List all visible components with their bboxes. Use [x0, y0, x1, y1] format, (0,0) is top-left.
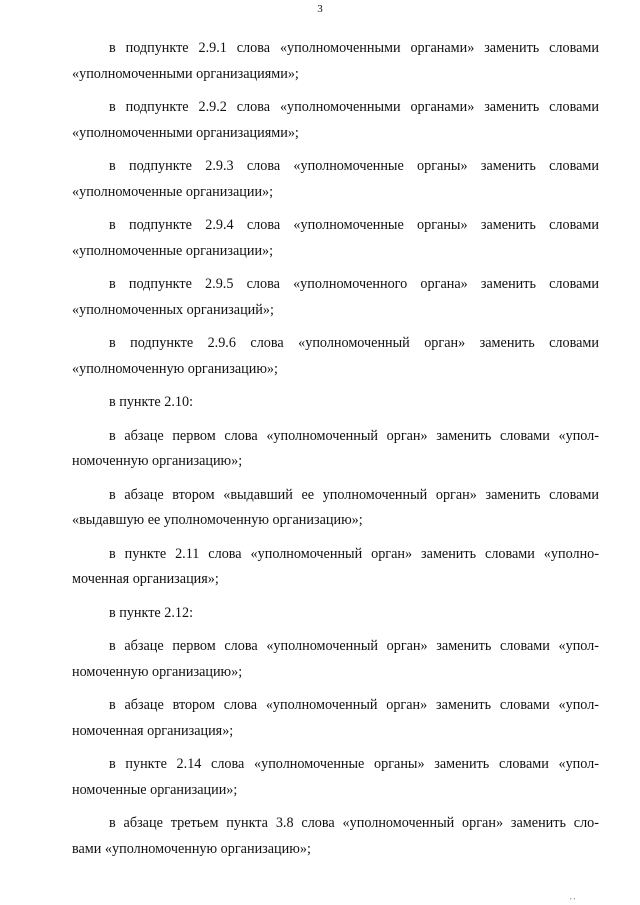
paragraph-line: в абзаце первом слова «уполномоченный орган» заменить словами «упол- — [109, 427, 599, 444]
paragraph-line: в подпункте 2.9.2 слова «уполномоченными органами» заменить словами — [109, 99, 599, 115]
amendment-paragraph — [72, 390, 599, 416]
paragraph-line: «выдавшую ее уполномоченную организацию»; — [72, 512, 363, 528]
page-number: 3 — [317, 3, 323, 15]
amendment-paragraph — [72, 542, 599, 593]
paragraph-line: в подпункте 2.9.5 слова «уполномоченного органа» заменить словами — [109, 276, 599, 292]
paragraph-line: в пункте 2.11 слова «уполномоченный орган» заменить словами «уполно- — [109, 545, 599, 562]
amendment-paragraph — [72, 811, 599, 862]
amendment-paragraph — [72, 36, 599, 87]
paragraph-line: «уполномоченными организациями»; — [72, 65, 299, 82]
paragraph-line: в абзаце первом слова «уполномоченный орган» заменить словами «упол- — [109, 638, 599, 654]
amendment-paragraph — [72, 424, 599, 475]
amendment-paragraph — [72, 693, 599, 744]
paragraph-line: в пункте 2.14 слова «уполномоченные органы» заменить словами «упол- — [109, 756, 599, 772]
paragraph-line: номоченные организации»; — [72, 781, 238, 798]
paragraph-line: «уполномоченных организаций»; — [72, 301, 274, 318]
paragraph-line: в абзаце втором слова «уполномоченный орган» заменить словами «упол- — [109, 697, 599, 713]
amendment-paragraph — [72, 601, 599, 627]
amendment-paragraph — [72, 752, 599, 803]
amendment-paragraph — [72, 272, 599, 323]
paragraph-line: в подпункте 2.9.6 слова «уполномоченный орган» заменить словами — [109, 335, 599, 351]
paragraph-line: в абзаце втором «выдавший ее уполномоченный орган» заменить словами — [109, 486, 599, 503]
paragraph-line: номоченная организация»; — [72, 722, 234, 739]
paragraph-line: «уполномоченную организацию»; — [72, 360, 278, 377]
amendment-paragraph — [72, 331, 599, 382]
paragraph-line: номоченную организацию»; — [72, 453, 243, 469]
paragraph-line: номоченную организацию»; — [72, 663, 243, 680]
amendment-paragraph — [72, 213, 599, 264]
paragraph-line: в абзаце третьем пункта 3.8 слова «уполномоченный орган» заменить сло- — [109, 815, 599, 831]
paragraph-line: «уполномоченные организации»; — [72, 242, 274, 259]
paragraph-line: в пункте 2.12: — [109, 604, 194, 621]
paragraph-line: в пункте 2.10: — [109, 394, 194, 410]
paragraph-line: «уполномоченными организациями»; — [72, 124, 299, 141]
amendment-paragraph — [72, 483, 599, 534]
amendment-paragraph — [72, 634, 599, 685]
amendment-paragraph — [72, 154, 599, 205]
document-body — [72, 36, 599, 870]
paragraph-line: в подпункте 2.9.3 слова «уполномоченные органы» заменить словами — [109, 158, 599, 174]
corner-mark: , , — [570, 893, 576, 901]
paragraph-line: моченная организация»; — [72, 571, 219, 587]
paragraph-line: в подпункте 2.9.4 слова «уполномоченные органы» заменить словами — [109, 217, 599, 233]
paragraph-line: «уполномоченные организации»; — [72, 183, 274, 200]
paragraph-line: в подпункте 2.9.1 слова «уполномоченными органами» заменить словами — [109, 40, 599, 56]
amendment-paragraph — [72, 95, 599, 146]
paragraph-line: вами «уполномоченную организацию»; — [72, 840, 311, 857]
